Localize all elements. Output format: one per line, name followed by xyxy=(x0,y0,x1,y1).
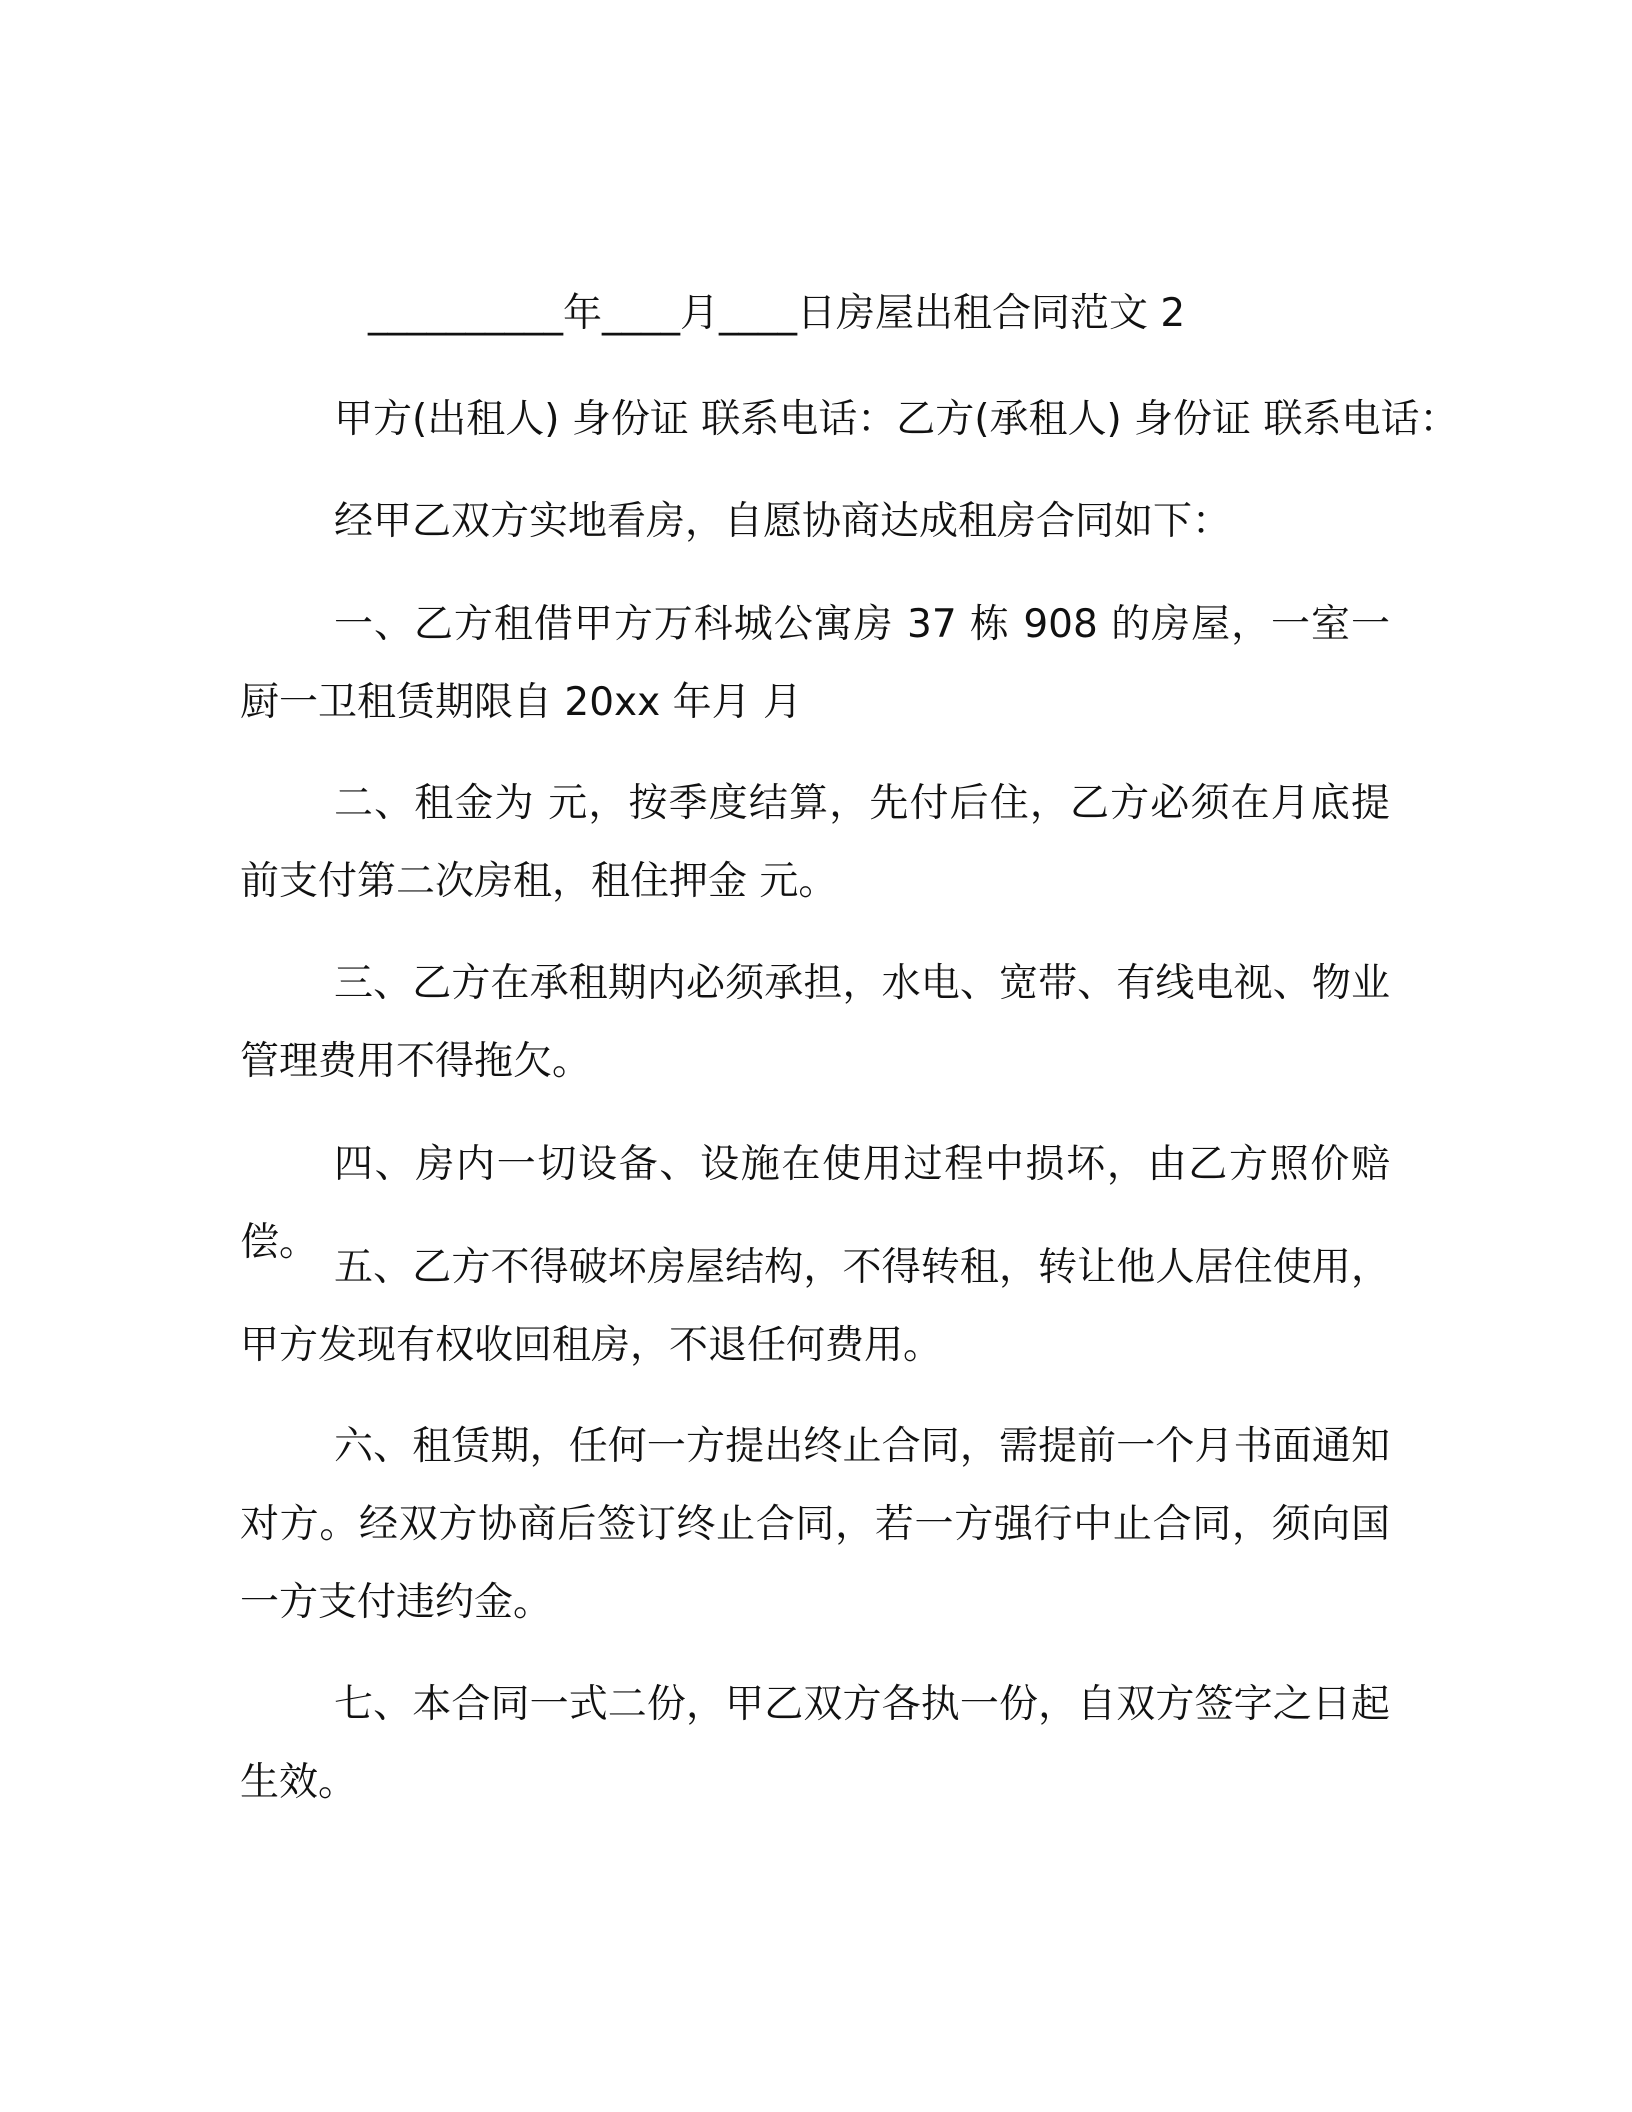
clause-5: 五、乙方不得破坏房屋结构，不得转租，转让他人居住使用，甲方发现有权收回租房，不退任何费用。 xyxy=(240,1245,1390,1368)
clause-4: 四、房内一切设备、设施在使用过程中损坏，由乙方照价赔偿。 xyxy=(240,1142,1390,1265)
clause-6: 六、租赁期，任何一方提出终止合同，需提前一个月书面通知对方。经双方协商后签订终止合同，若一方强行中止合同，须向国一方支付违约金。 xyxy=(240,1424,1390,1625)
clause-1: 一、乙方租借甲方万科城公寓房 37 栋 908 的房屋，一室一厨一卫租赁期限自 20xx 年月 月 xyxy=(240,602,1390,725)
clause-2: 二、租金为 元，按季度结算，先付后住，乙方必须在月底提前支付第二次房租，租住押金 元。 xyxy=(240,781,1390,904)
clause-3: 三、乙方在承租期内必须承担，水电、宽带、有线电视、物业管理费用不得拖欠。 xyxy=(240,961,1390,1084)
intro-line: 经甲乙双方实地看房，自愿协商达成租房合同如下： xyxy=(334,499,1232,544)
parties-line: 甲方(出租人) 身份证 联系电话：乙方(承租人) 身份证 联系电话： xyxy=(334,397,1459,442)
clause-7: 七、本合同一式二份，甲乙双方各执一份，自双方签字之日起生效。 xyxy=(240,1682,1390,1805)
document-title: __________年____月____日房屋出租合同范文 2 xyxy=(368,291,1186,336)
